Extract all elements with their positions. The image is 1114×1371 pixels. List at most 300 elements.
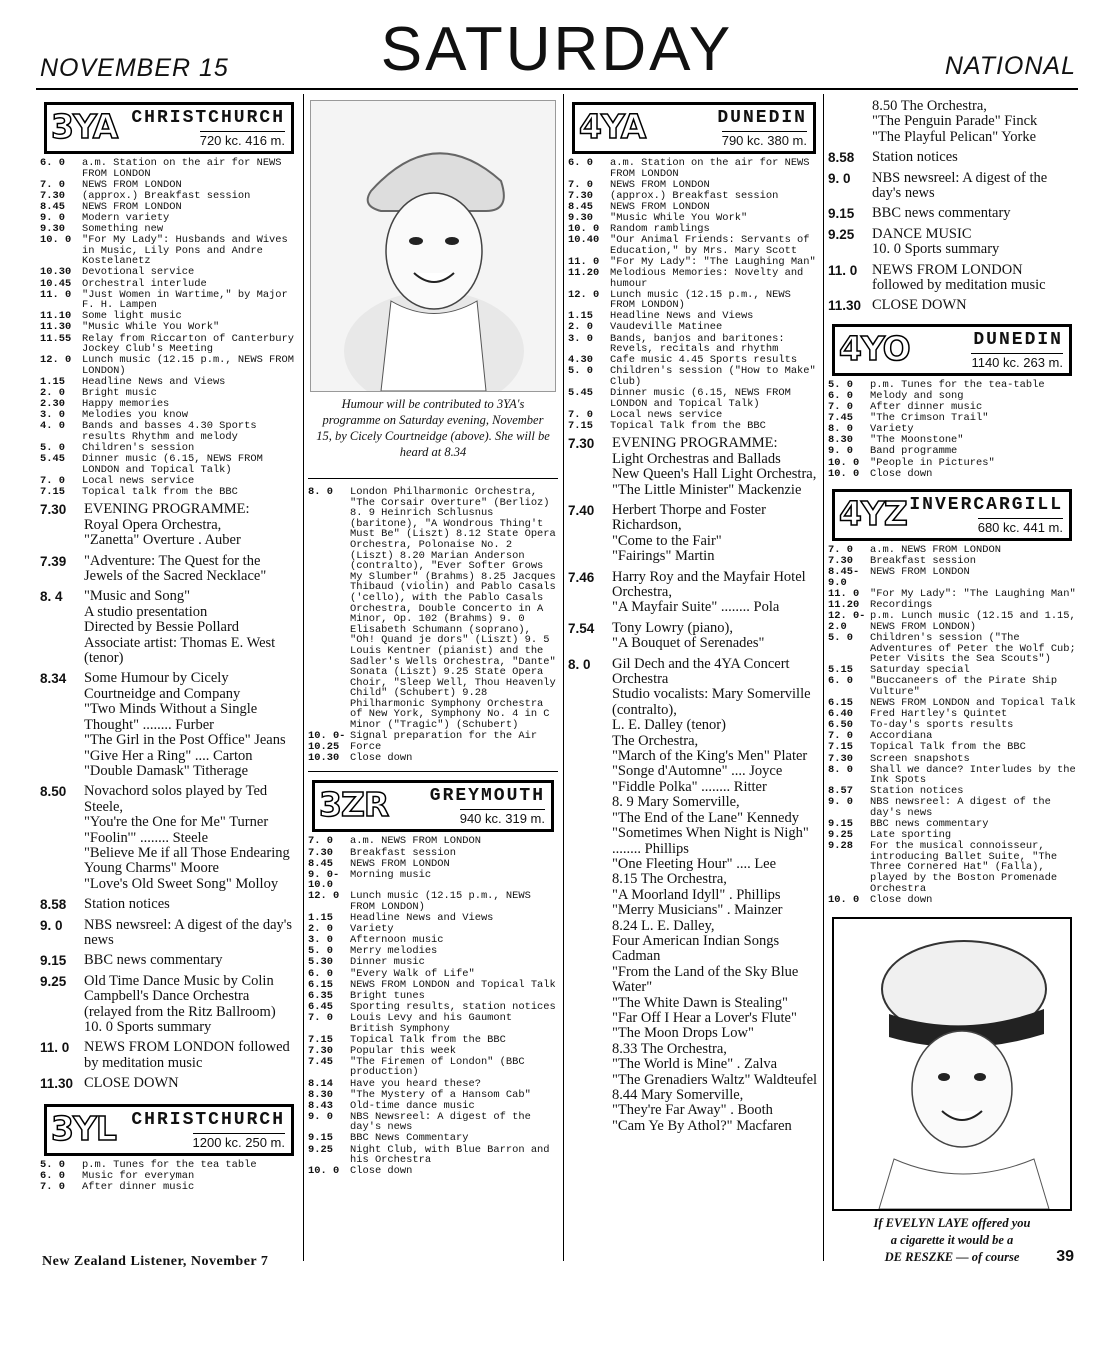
programme-time: 9. 0: [828, 445, 853, 458]
schedule-item: [568, 334, 820, 355]
programme-time: 12. 0: [568, 288, 600, 301]
schedule-item: [568, 191, 820, 202]
programme-time: 8.14: [308, 1077, 333, 1090]
schedule-item: [828, 754, 1076, 765]
programme-time: 12. 0: [308, 890, 340, 903]
programme-title: Close down: [870, 467, 933, 480]
programme-title: Headline News and Views: [610, 310, 754, 323]
programme-time: 5.45: [40, 453, 65, 466]
schedule-item: [308, 1145, 558, 1166]
programme-time: 10. 0-10.25: [308, 730, 346, 753]
schedule-item: [568, 158, 820, 179]
schedule-item: [308, 1035, 558, 1046]
programme-title: Random ramblings: [610, 223, 710, 236]
programme-title: NEWS FROM LONDON: [610, 200, 710, 213]
station-logo: 4YO: [839, 328, 910, 368]
programme-time: 9.25: [308, 1143, 333, 1156]
schedule-list: [40, 158, 298, 497]
column-4ya: [568, 94, 820, 1134]
schedule-list: [828, 380, 1076, 479]
schedule-item: [308, 957, 558, 968]
programme-time: 8. 0: [568, 656, 591, 672]
programme-title: Bright music: [82, 386, 157, 399]
programme-time: 8. 0: [828, 763, 853, 776]
programme-time: 9. 0: [828, 170, 851, 186]
programme-time: 10. 0: [568, 223, 600, 236]
programme-time: 7.15: [828, 741, 853, 754]
schedule-item: [40, 399, 298, 410]
programme-title: EVENING PROGRAMME: Royal Opera Orchestra, "Zanetta" Overture . Auber: [84, 501, 250, 549]
schedule-item: [308, 487, 558, 731]
programme-title: Close down: [350, 751, 413, 764]
programme-title: Afternoon music: [350, 934, 444, 947]
programme-time: 8.45-9.0: [828, 566, 860, 589]
schedule-item: [308, 924, 558, 935]
programme-title: NEWS FROM LONDON: [350, 857, 450, 870]
programme-title: Cafe music 4.45 Sports results: [610, 354, 798, 367]
programme-time: 8.58: [40, 897, 67, 913]
programme-time: 5.15: [828, 664, 853, 677]
schedule-item: [40, 267, 298, 278]
programme-title: Headline News and Views: [82, 375, 226, 388]
schedule-item: [308, 1112, 558, 1133]
schedule-item: [40, 322, 298, 333]
programme-title: "Adventure: The Quest for the Jewels of the Sacred Necklace": [84, 552, 267, 585]
station-banner-3ya: [44, 102, 294, 154]
programme-title: "Buccaneers of the Pirate Ship Vulture": [870, 675, 1058, 698]
section-rule: [308, 478, 558, 479]
schedule-item: [568, 421, 820, 432]
schedule-item: [828, 819, 1076, 830]
programme-time: 9.15: [308, 1132, 333, 1145]
programme-time: 9. 0-10.0: [308, 868, 340, 892]
programme-title: Fred Hartley's Quintet: [870, 708, 1008, 721]
programme-time: 11.30: [828, 298, 862, 314]
programme-time: 11. 0: [828, 262, 858, 278]
programme-title: Band programme: [870, 445, 958, 458]
station-banner-4yz: [832, 489, 1072, 541]
schedule-item: [828, 380, 1076, 391]
station-logo: 3YA: [51, 107, 118, 146]
programme-title: Devotional service: [82, 266, 195, 279]
column-3ya: [40, 94, 298, 1193]
programme-time: 7. 0: [828, 544, 853, 557]
schedule-item: [568, 180, 820, 191]
programme-title: Some Humour by Cicely Courtneidge and Company "Two Minds Without a Single Thought" ........ Furber "The Girl in the Post Office" Jeans "Give Her a Ring" .... Carton "Double Damask" Titherage: [84, 670, 286, 779]
programme-time: 8.45: [40, 200, 65, 213]
advert-line: If EVELYN LAYE offered you: [873, 1216, 1031, 1231]
programme-time: 7. 0: [568, 178, 593, 191]
evening-item: [568, 621, 820, 652]
programme-time: 7. 0: [828, 401, 853, 414]
programme-time: 7.15: [568, 419, 593, 432]
programme-time: 11. 0: [40, 1040, 70, 1056]
programme-time: 10. 0: [828, 456, 860, 469]
programme-time: 7. 0: [308, 835, 333, 848]
programme-time: 8.45: [568, 200, 593, 213]
programme-title: London Philharmonic Orchestra, "The Corsair Overture" (Berlioz) 8. 9 Heinrich Schlusnus (baritone), "A Wondrous Thing't Must Be" (Liszt) 8.12 State Opera Orchestra, Polonaise No. 2 (Liszt) 8.20 Marian Anderson (contralto), "Ever Softer Grows My Slumber" (Brahms) 8.25 Jacques Thibaud (violin) and Pablo Casals ('cello), with the Pablo Casals Orchestra, Double Concerto in A Minor, Op. 102 (Brahms) 9. 0 Elisabeth Schumann (soprano), "Oh! Quand je dors" (Liszt) 9. 5 Louis Kentner (pianist) and the Sadler's Wells Orchestra, "Dante" Sonata (Liszt) 9.25 State Opera Choir, "Sleep Well, Thou Heavenly Child" (Schubert) 9.28 Philharmonic Symphony Orchestra of New York, Symphony No. 4 in C Minor ("Tragic") (Schubert): [350, 486, 556, 732]
evening-item: [40, 589, 298, 666]
programme-title: Herbert Thorpe and Foster Richardson, "Come to the Fair" "Fairings" Martin: [612, 501, 766, 565]
programme-title: Dinner music: [350, 956, 425, 969]
programme-title: Merry melodies: [350, 945, 438, 958]
schedule-item: [828, 391, 1076, 402]
programme-time: 5. 0: [308, 945, 333, 958]
schedule-item: [828, 633, 1076, 665]
station-logo: 3YL: [51, 1108, 116, 1148]
schedule-item: [40, 180, 298, 191]
advert-caption: [828, 1211, 1076, 1270]
schedule-item: [828, 556, 1076, 567]
evening-item: [828, 227, 1076, 258]
programme-title: After dinner music: [82, 1180, 195, 1193]
advert-line: a cigarette it would be a: [890, 1233, 1014, 1248]
programme-time: 7. 0: [40, 178, 65, 191]
station-logo: 4YA: [579, 107, 646, 146]
programme-time: 6.15: [828, 697, 853, 710]
programme-time: 7.54: [568, 620, 595, 636]
programme-time: 7. 0: [828, 730, 853, 743]
programme-title: "For My Lady": "The Laughing Man": [610, 255, 816, 268]
programme-time: 2. 0: [308, 923, 333, 936]
programme-time: 11.20: [568, 266, 600, 279]
programme-time: 10.30: [40, 266, 72, 279]
schedule-item: [308, 913, 558, 924]
programme-title: DANCE MUSIC 10. 0 Sports summary: [872, 225, 1000, 258]
programme-title: Station notices: [870, 785, 964, 798]
station-city: DUNEDIN: [717, 108, 807, 128]
schedule-item: [40, 290, 298, 311]
schedule-item: [308, 946, 558, 957]
programme-title: Breakfast session: [870, 555, 977, 568]
programme-time: 8. 4: [40, 589, 63, 605]
programme-title: Children's session ("The Adventures of Peter the Wolf Cub; Peter Visits the Sea Scouts"): [870, 631, 1076, 666]
programme-title: Lunch music (12.15 p.m., NEWS FROM LONDON): [610, 288, 791, 312]
programme-title: BBC news commentary: [870, 818, 989, 831]
programme-time: 6. 0: [568, 157, 593, 169]
programme-title: Melodies you know: [82, 409, 189, 422]
programme-time: 9. 0: [40, 211, 65, 224]
schedule-item: [568, 410, 820, 421]
programme-time: 7.30: [308, 1044, 333, 1057]
schedule-item: [40, 311, 298, 322]
programme-time: 9.30: [568, 211, 593, 224]
programme-time: 8.30: [828, 434, 853, 447]
header-rule: [36, 88, 1078, 90]
evening-item: [568, 570, 820, 616]
schedule-item: [568, 290, 820, 311]
programme-title: NEWS FROM LONDON and Topical Talk: [870, 697, 1076, 710]
schedule-item: [40, 279, 298, 290]
schedule-item: [568, 355, 820, 366]
programme-time: 6. 0: [828, 675, 853, 688]
programme-time: 5. 0: [40, 1158, 65, 1171]
schedule-item: [828, 545, 1076, 556]
schedule-item: [828, 797, 1076, 818]
programme-title: NEWS FROM LONDON: [82, 178, 182, 191]
schedule-item: [308, 870, 558, 891]
programme-time: 7.30: [568, 436, 595, 452]
programme-time: 9. 0: [308, 1110, 333, 1123]
programme-title: Shall we dance? Interludes by the Ink Spots: [870, 763, 1076, 787]
programme-title: Have you heard these?: [350, 1077, 481, 1090]
programme-title: "Music While You Work": [82, 321, 220, 334]
programme-title: To-day's sports results: [870, 719, 1014, 732]
schedule-item: [40, 1171, 298, 1182]
publication-footer: New Zealand Listener, November 7: [42, 1254, 269, 1269]
programme-time: 6. 0: [828, 389, 853, 402]
programme-time: 10.40: [568, 234, 600, 247]
schedule-item: [308, 731, 558, 752]
programme-title: Something new: [82, 223, 164, 236]
programme-title: a.m. NEWS FROM LONDON: [350, 835, 481, 848]
programme-time: 6.35: [308, 989, 333, 1002]
station-city: CHRISTCHURCH: [131, 1109, 285, 1130]
programme-title: (approx.) Breakfast session: [82, 189, 251, 202]
programme-title: Close down: [350, 1165, 413, 1178]
column-divider: [823, 94, 824, 1261]
programme-time: 6.50: [828, 719, 853, 732]
schedule-item: [828, 665, 1076, 676]
column-divider: [303, 94, 304, 1261]
programme-title: Station notices: [84, 896, 170, 913]
evening-item: [828, 150, 1076, 165]
programme-time: 7. 0: [40, 474, 65, 487]
schedule-item: [308, 1133, 558, 1144]
station-frequency: 790 kc. 380 m.: [721, 133, 807, 148]
evening-item: [828, 171, 1076, 202]
schedule-item: [828, 841, 1076, 894]
schedule-item: [308, 1166, 558, 1177]
schedule-item: [308, 1002, 558, 1013]
schedule-item: [308, 1090, 558, 1101]
schedule-item: [40, 454, 298, 475]
schedule-item: [828, 424, 1076, 435]
programme-title: EVENING PROGRAMME: Light Orchestras and Ballads New Queen's Hall Light Orchestra, "The Little Minister" Mackenzie: [612, 435, 817, 498]
programme-title: Children's session: [82, 441, 195, 454]
network-heading: NATIONAL: [944, 52, 1076, 80]
schedule-item: [828, 611, 1076, 632]
programme-title: For the musical connoisseur, introducing Ballet Suite, "The Three Cornered Hat" (Falla), played by the Boston Promenade Orchestra: [870, 840, 1058, 895]
programme-title: Lunch music (12.15 p.m., NEWS FROM LONDON): [350, 890, 531, 913]
programme-title: Breakfast session: [350, 846, 457, 859]
programme-time: 8.45: [308, 857, 333, 870]
programme-time: 7.45: [308, 1055, 333, 1068]
date-heading: NOVEMBER 15: [40, 54, 229, 82]
programme-title: NEWS FROM LONDON followed by meditation music: [84, 1039, 290, 1071]
programme-title: CLOSE DOWN: [84, 1075, 179, 1092]
schedule-item: [828, 765, 1076, 786]
programme-title: Bright tunes: [350, 989, 425, 1002]
programme-title: NEWS FROM LONDON and Topical Talk: [350, 978, 556, 991]
programme-title: Novachord solos played by Ted Steele, "You're the One for Me" Turner "Foolin'" ........ Steele "Believe Me if all Those Endearing Young Charms" Moore "Love's Old Sweet Song" Molloy: [84, 783, 290, 892]
station-logo: 4YZ: [839, 494, 907, 534]
programme-title: Morning music: [350, 868, 432, 881]
schedule-item: [828, 720, 1076, 731]
schedule-item: [40, 487, 298, 498]
programme-time: 3. 0: [308, 934, 333, 947]
schedule-item: [40, 191, 298, 202]
portrait-image: [311, 101, 556, 391]
evening-item: [828, 298, 1076, 313]
programme-time: 6. 0: [308, 967, 333, 980]
programme-time: 1.15: [568, 310, 593, 323]
programme-time: 5. 0: [568, 365, 593, 378]
schedule-item: [40, 377, 298, 388]
evening-programme: [568, 436, 820, 1134]
section-rule: [308, 771, 558, 772]
evening-item: [40, 897, 298, 912]
schedule-item: [40, 388, 298, 399]
programme-title: BBC news commentary: [872, 205, 1011, 222]
programme-time: 1.15: [308, 912, 333, 925]
schedule-item: [40, 1182, 298, 1193]
station-frequency: 680 kc. 441 m.: [977, 520, 1063, 536]
schedule-item: [308, 1101, 558, 1112]
programme-time: 10. 0: [828, 467, 860, 480]
schedule-item: [308, 969, 558, 980]
programme-time: 4. 0: [40, 420, 65, 433]
programme-title: NBS Newsreel: A digest of the day's news: [350, 1110, 531, 1134]
schedule-list: [568, 158, 820, 431]
programme-time: 10.45: [40, 277, 72, 290]
schedule-item: [40, 158, 298, 179]
portrait-photo: [310, 100, 556, 392]
schedule-item: [828, 786, 1076, 797]
schedule-item: [568, 257, 820, 268]
programme-title: Some light music: [82, 310, 182, 323]
evening-item: [40, 671, 298, 779]
programme-title: Popular this week: [350, 1044, 457, 1057]
programme-time: 9.15: [828, 206, 855, 222]
schedule-item: [308, 1013, 558, 1034]
programme-title: Happy memories: [82, 398, 170, 411]
programme-title: 8.50 The Orchestra, "The Penguin Parade" Finck "The Playful Pelican" Yorke: [872, 98, 1038, 145]
station-frequency: 1140 kc. 263 m.: [971, 354, 1063, 370]
programme-time: 10. 0: [40, 234, 72, 247]
programme-title: NBS newsreel: A digest of the day's news: [84, 916, 293, 948]
programme-time: 7. 0: [40, 1180, 65, 1193]
evening-item: [828, 263, 1076, 294]
programme-title: After dinner music: [870, 401, 983, 414]
programme-title: Sporting results, station notices: [350, 1000, 556, 1013]
programme-time: 4.30: [568, 354, 593, 367]
programme-time: 11.20: [828, 599, 860, 612]
programme-title: Topical Talk from the BBC: [610, 419, 766, 432]
evening-item: [40, 784, 298, 892]
schedule-item: [828, 435, 1076, 446]
schedule-item: [568, 311, 820, 322]
programme-time: 6. 0: [40, 157, 65, 169]
schedule-item: [40, 235, 298, 267]
column-middle: [308, 94, 558, 1177]
programme-time: 2.30: [40, 398, 65, 411]
programme-time: 9.30: [40, 223, 65, 236]
programme-time: 6. 0: [40, 1169, 65, 1182]
schedule-list: [308, 836, 558, 1176]
programme-title: a.m. Station on the air for NEWS FROM LONDON: [610, 157, 810, 180]
programme-title: BBC News Commentary: [350, 1132, 469, 1145]
programme-title: Night Club, with Blue Barron and his Orchestra: [350, 1143, 550, 1167]
programme-title: Local news service: [82, 474, 195, 487]
schedule-list: [308, 487, 558, 763]
evening-programme: [40, 502, 298, 1091]
programme-time: 7.39: [40, 553, 67, 569]
programme-time: 5. 0: [828, 631, 853, 644]
programme-title: NEWS FROM LONDON: [610, 178, 710, 191]
schedule-item: [40, 334, 298, 355]
schedule-item: [308, 980, 558, 991]
programme-title: "For My Lady": Husbands and Wives in Music, Lily Pons and Andre Kostelanetz: [82, 234, 288, 268]
programme-title: Vaudeville Matinee: [610, 321, 723, 334]
evening-item: [828, 206, 1076, 221]
programme-time: 7.30: [828, 555, 853, 568]
schedule-item: [828, 469, 1076, 480]
station-frequency: 720 kc. 416 m.: [199, 133, 285, 148]
programme-time: 5.30: [308, 956, 333, 969]
programme-time: 11.10: [40, 310, 72, 323]
schedule-item: [308, 991, 558, 1002]
programme-title: Close down: [870, 893, 933, 906]
advert-photo: [832, 917, 1072, 1211]
schedule-item: [828, 698, 1076, 709]
programme-title: Lunch music (12.15 p.m., NEWS FROM LONDON): [82, 354, 295, 377]
schedule-item: [828, 567, 1076, 588]
evening-item: [40, 974, 298, 1036]
station-city: GREYMOUTH: [429, 786, 545, 807]
programme-title: NEWS FROM LONDON: [82, 200, 182, 213]
programme-title: Dinner music (6.15, NEWS FROM LONDON and Topical Talk): [82, 453, 263, 476]
day-heading: SATURDAY: [380, 15, 734, 84]
programme-title: Dinner music (6.15, NEWS FROM LONDON and Topical Talk): [610, 386, 791, 410]
programme-time: 8.50: [40, 784, 67, 800]
schedule-item: [568, 224, 820, 235]
schedule-item: [828, 709, 1076, 720]
schedule-item: [568, 366, 820, 387]
programme-title: "Just Women in Wartime," by Major F. H. Lampen: [82, 288, 288, 312]
station-banner-3zr: [312, 780, 554, 832]
programme-time: 7.30: [308, 846, 333, 859]
schedule-item: [828, 742, 1076, 753]
programme-time: 1.15: [40, 375, 65, 388]
programme-time: 3. 0: [568, 332, 593, 345]
schedule-item: [568, 268, 820, 289]
programme-title: Late sporting: [870, 829, 952, 842]
column-divider: [563, 94, 564, 1261]
programme-time: 7.30: [40, 189, 65, 202]
programme-time: 9. 0: [40, 917, 63, 933]
programme-title: CLOSE DOWN: [872, 297, 967, 314]
station-banner-4yo: [832, 324, 1072, 376]
programme-time: 6.45: [308, 1000, 333, 1013]
programme-time: 8.34: [40, 671, 67, 687]
programme-title: Accordiana: [870, 730, 933, 743]
programme-title: NBS newsreel: A digest of the day's news: [870, 796, 1051, 819]
programme-title: Melodious Memories: Novelty and humour: [610, 266, 804, 290]
programme-title: Screen snapshots: [870, 752, 970, 765]
programme-title: Topical Talk from the BBC: [350, 1033, 506, 1046]
programme-time: 9.25: [40, 973, 67, 989]
programme-title: Old-time dance music: [350, 1099, 475, 1112]
schedule-item: [40, 213, 298, 224]
programme-time: 5. 0: [40, 441, 65, 454]
programme-title: p.m. Lunch music (12.15 and 1.15, NEWS FROM LONDON): [870, 610, 1076, 633]
programme-title: (approx.) Breakfast session: [610, 189, 779, 202]
schedule-item: [828, 589, 1076, 600]
schedule-item: [828, 458, 1076, 469]
schedule-item: [828, 446, 1076, 457]
schedule-item: [568, 322, 820, 333]
